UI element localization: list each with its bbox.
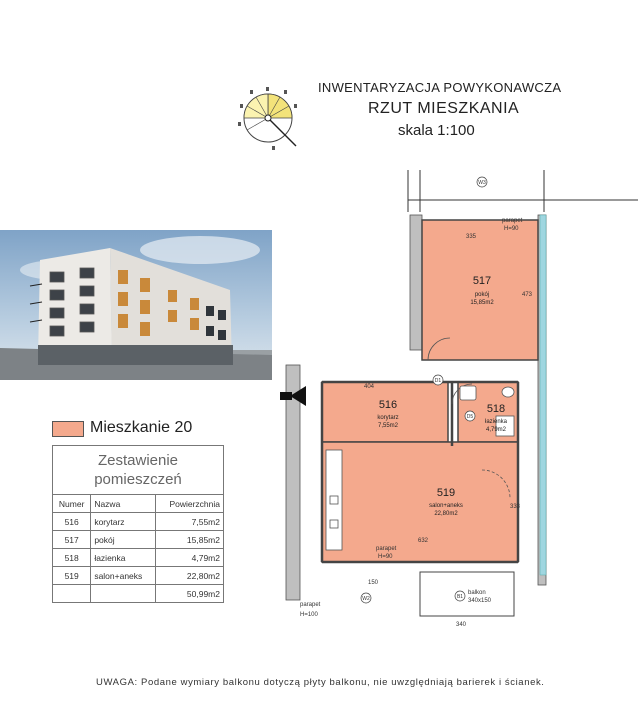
room-517-area: 15,85m2	[470, 300, 494, 306]
window-strip	[540, 215, 546, 575]
room-519-number: 519	[436, 487, 456, 499]
footer-note: UWAGA: Podane wymiary balkonu dotyczą płyty balkonu, nie uwzględniają barierek i ścianek.	[96, 677, 545, 688]
room-519	[322, 442, 518, 562]
table-total-row	[53, 585, 224, 603]
room-number: 516	[53, 513, 91, 531]
room-name: korytarz	[91, 513, 156, 531]
header-line-1: INWENTARYZACJA POWYKONAWCZA	[318, 80, 562, 95]
axis-label-top: W3	[478, 180, 486, 186]
room-518-number: 518	[486, 403, 506, 415]
door-label: D1	[434, 378, 442, 384]
table-row	[53, 567, 224, 585]
parapet-label: parapet	[376, 546, 397, 552]
dimension-label: 340	[456, 622, 467, 628]
table-header-row	[53, 495, 224, 513]
parapet-label: parapet	[502, 218, 523, 224]
scale-label: skala 1:100	[398, 122, 475, 139]
room-519-area: 22,80m2	[434, 511, 458, 517]
dimension-label: 335	[466, 234, 477, 240]
room-number: 517	[53, 531, 91, 549]
dimension-label: 333	[510, 504, 521, 510]
parapet-label: parapet	[300, 602, 321, 608]
room-516-number: 516	[378, 399, 398, 411]
column-header: Powierzchnia	[156, 495, 224, 513]
parapet-height: H=100	[300, 612, 318, 618]
page-title: RZUT MIESZKANIA	[368, 100, 520, 117]
floor-plan-drawing	[270, 160, 638, 630]
room-area: 15,85m2	[156, 531, 224, 549]
parapet-height: H=90	[504, 226, 519, 232]
room-518-name: łazienka	[484, 419, 508, 425]
table-title: Zestawienie pomieszczeń	[53, 446, 224, 495]
dimension-label: 150	[368, 580, 379, 586]
column-header: Nazwa	[91, 495, 156, 513]
room-517-name: pokój	[474, 292, 490, 298]
room-name: łazienka	[91, 549, 156, 567]
axis-label-bottom: W2	[362, 596, 370, 602]
room-area: 4,79m2	[156, 549, 224, 567]
sun-exposure-compass-icon	[232, 76, 312, 156]
balcony-size: 340x150	[468, 598, 492, 604]
room-number: 519	[53, 567, 91, 585]
door-label: D5	[466, 414, 474, 420]
room-number: 518	[53, 549, 91, 567]
room-name: pokój	[91, 531, 156, 549]
room-517-number: 517	[472, 275, 492, 287]
room-516-name: korytarz	[377, 415, 399, 421]
total-area: 50,99m2	[156, 585, 224, 603]
dimension-label: 404	[364, 384, 375, 390]
table-row	[53, 549, 224, 567]
room-516	[322, 382, 448, 442]
dimension-label: 473	[522, 292, 533, 298]
dimension-label: 632	[418, 538, 429, 544]
apartment-color-swatch	[52, 421, 84, 437]
balcony-id: B1	[456, 594, 464, 600]
room-519-name: salon+aneks	[429, 503, 463, 509]
table-row	[53, 531, 224, 549]
room-area: 22,80m2	[156, 567, 224, 585]
building-render-image	[0, 230, 272, 380]
balcony	[420, 572, 514, 616]
parapet-height: H=90	[378, 554, 393, 560]
room-518-area: 4,79m2	[485, 427, 507, 433]
table-row	[53, 513, 224, 531]
balcony-label: balkon	[468, 590, 486, 596]
rooms-summary-table	[52, 445, 224, 603]
apartment-label: Mieszkanie 20	[90, 419, 193, 436]
room-516-area: 7,55m2	[377, 423, 399, 429]
room-name: salon+aneks	[91, 567, 156, 585]
room-area: 7,55m2	[156, 513, 224, 531]
column-header: Numer	[53, 495, 91, 513]
room-517	[422, 220, 538, 360]
